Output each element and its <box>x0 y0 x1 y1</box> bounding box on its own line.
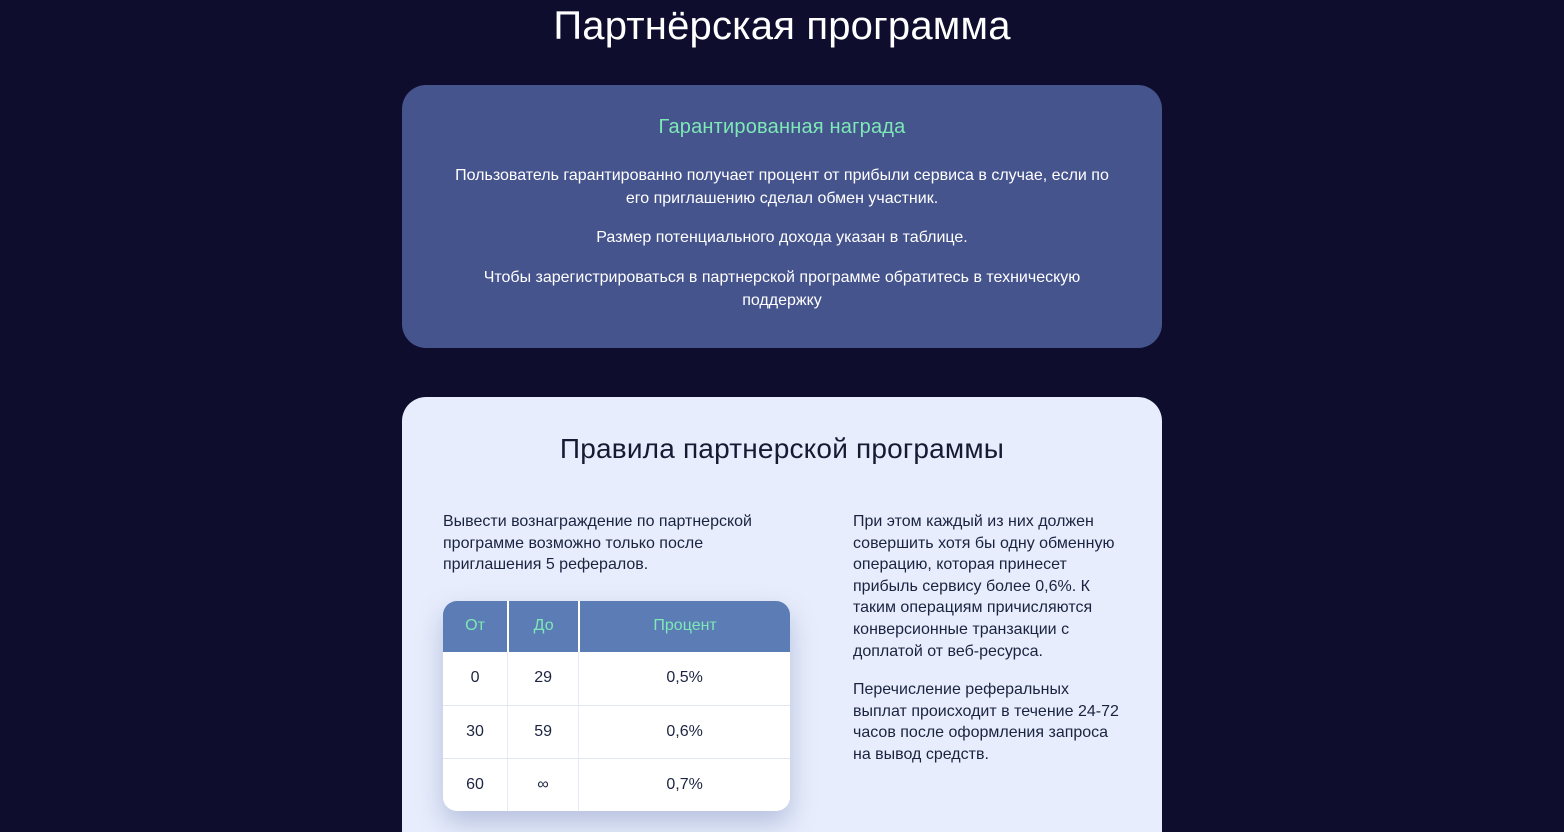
table-header-to: До <box>507 601 578 652</box>
table-row <box>443 705 790 758</box>
guaranteed-reward-card <box>402 85 1162 348</box>
table-cell-from: 60 <box>443 758 507 811</box>
rules-left-column <box>443 511 793 811</box>
program-rules-card <box>402 397 1162 832</box>
table-header-percent: Процент <box>578 601 790 652</box>
payout-timing-paragraph: Перечисление реферальных выплат происходит в течение 24-72 часов после оформления запроса на вывод средств. <box>853 681 1119 763</box>
table-cell-percent: 0,6% <box>578 705 790 758</box>
table-cell-from: 30 <box>443 705 507 758</box>
table-row <box>443 652 790 705</box>
operations-condition-paragraph: При этом каждый из них должен совершить хотя бы одну обменную операцию, которая принесет прибыль сервису более 0,6%. К таким операциям причисляются конверсионные транзакции с доплатой от веб-ресурса. <box>853 512 1115 660</box>
referral-percent-table <box>443 601 790 811</box>
reward-card-title: Гарантированная награда <box>658 116 906 138</box>
page-title: Партнёрская программа <box>553 4 1011 48</box>
rules-content <box>443 511 1121 811</box>
table-cell-to: 59 <box>507 705 578 758</box>
table-header-from: От <box>443 601 507 652</box>
table-row <box>443 758 790 811</box>
withdraw-condition-paragraph: Вывести вознаграждение по партнерской программе возможно только после приглашения 5 рефералов. <box>443 512 752 574</box>
reward-paragraph-1: Пользователь гарантированно получает процент от прибыли сервиса в случае, если по его приглашению сделал обмен участник. <box>455 167 1109 208</box>
reward-paragraph-3: Чтобы зарегистрироваться в партнерской программе обратитесь в техническую поддержку <box>483 268 1081 309</box>
rules-right-column <box>853 511 1121 811</box>
table-cell-to: 29 <box>507 652 578 705</box>
table-cell-to: ∞ <box>507 758 578 811</box>
table-cell-percent: 0,5% <box>578 652 790 705</box>
table-header-row <box>443 601 790 652</box>
table-cell-percent: 0,7% <box>578 758 790 811</box>
referral-percent-table-wrapper <box>443 601 790 811</box>
reward-paragraph-2: Размер потенциального дохода указан в таблице. <box>596 229 968 247</box>
rules-card-title: Правила партнерской программы <box>559 432 1005 464</box>
table-cell-from: 0 <box>443 652 507 705</box>
